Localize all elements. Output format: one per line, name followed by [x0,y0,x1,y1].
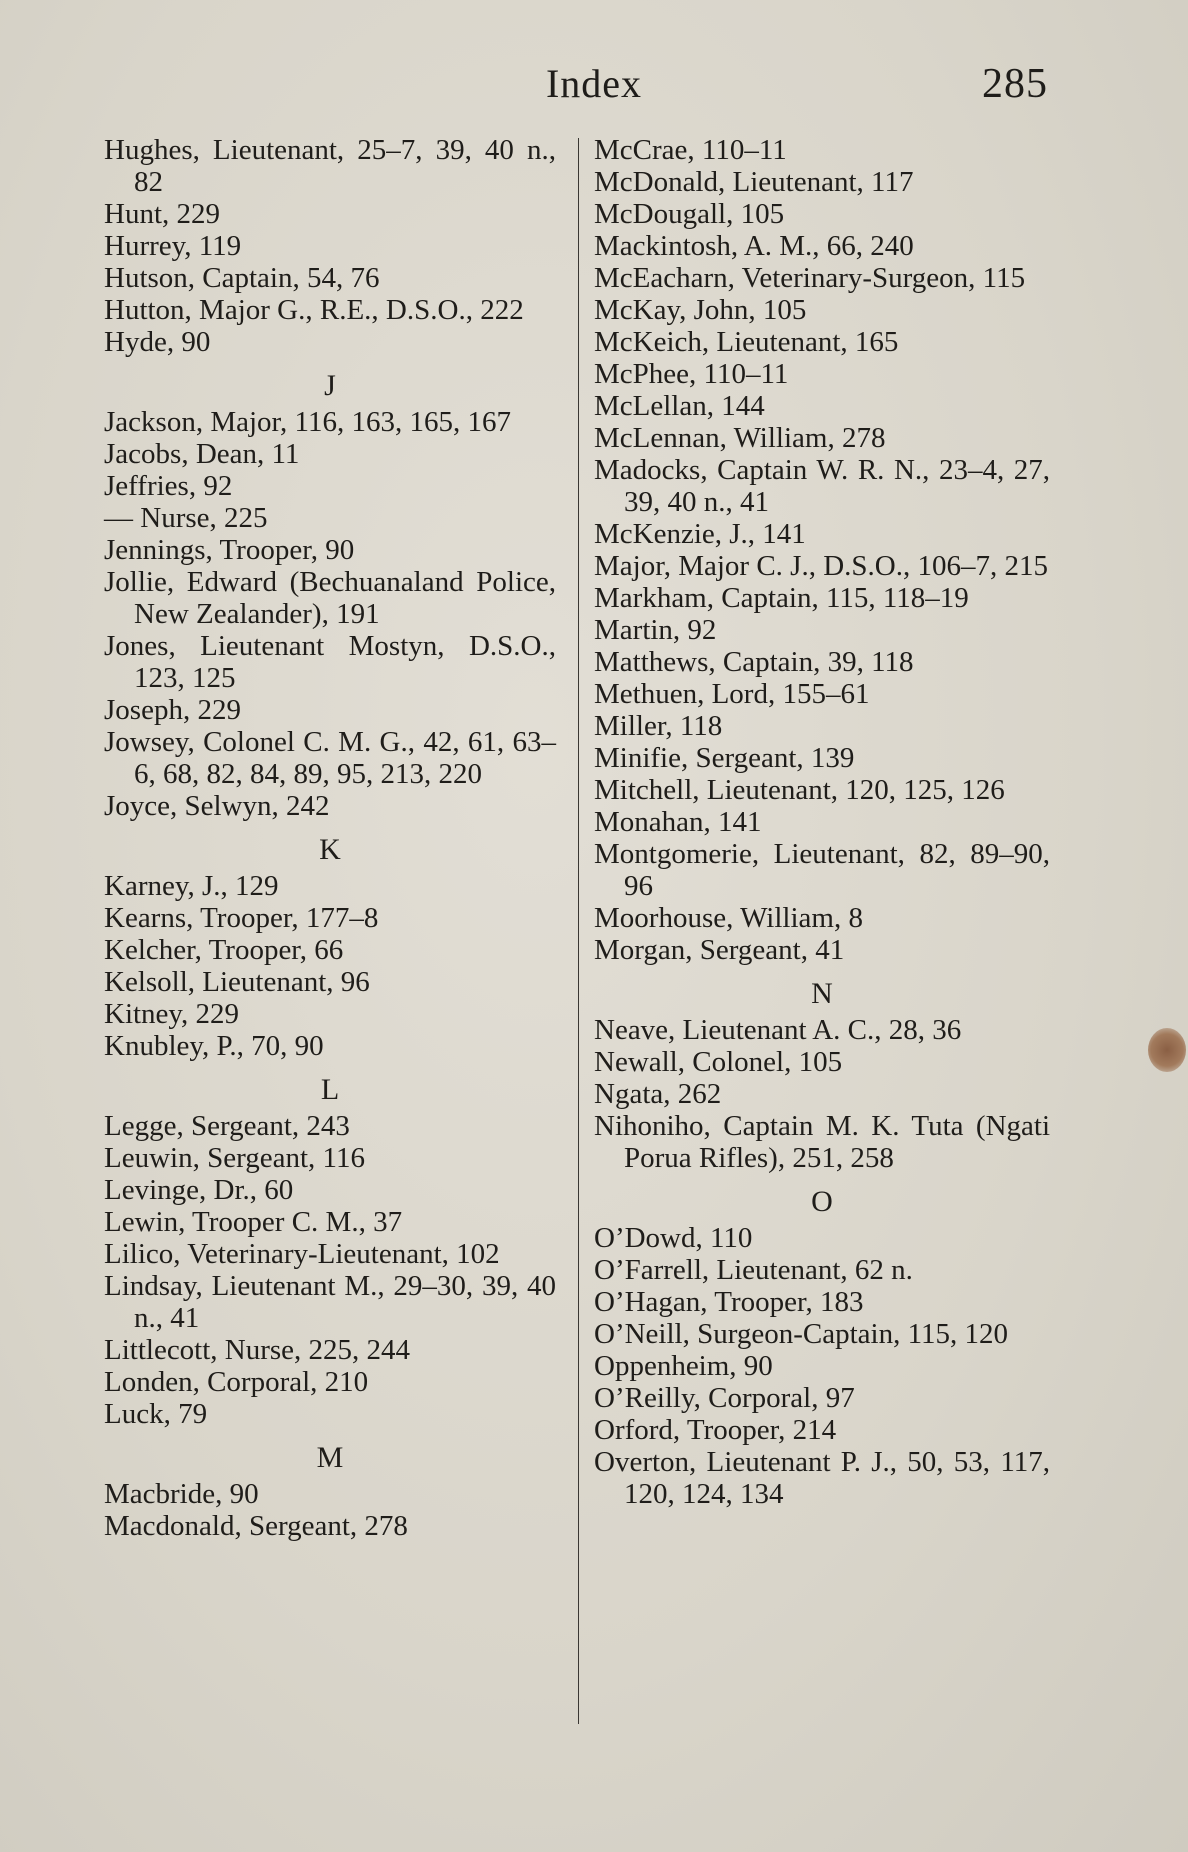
index-entry: Knubley, P., 70, 90 [104,1030,324,1062]
index-entry: Monahan, 141 [594,806,762,838]
index-entry: Levinge, Dr., 60 [104,1174,294,1206]
index-entry: Mackintosh, A. M., 66, 240 [594,230,914,262]
index-entry: Luck, 79 [104,1398,208,1430]
index-entry: Macbride, 90 [104,1478,259,1510]
index-entry: Karney, J., 129 [104,870,279,902]
index-group-n [594,1014,1050,1174]
column-divider [578,138,579,1724]
index-entry: Jennings, Trooper, 90 [104,534,355,566]
index-entry: Moorhouse, William, 8 [594,902,863,934]
index-entry: McCrae, 110–11 [594,134,787,166]
index-entry: Lindsay, Lieutenant M., 29–30, 39, 40 n., 41 [104,1270,556,1334]
index-entry: Hutson, Captain, 54, 76 [104,262,380,294]
index-entry: Leuwin, Sergeant, 116 [104,1142,365,1174]
index-entry: Hughes, Lieutenant, 25–7, 39, 40 n., 82 [104,134,556,198]
index-entry: Jowsey, Colonel C. M. G., 42, 61, 63–6, 68, 82, 84, 89, 95, 213, 220 [104,726,556,790]
index-entry: Martin, 92 [594,614,717,646]
index-group-o [594,1222,1050,1510]
index-entry: Matthews, Captain, 39, 118 [594,646,914,678]
index-entry: McKenzie, J., 141 [594,518,806,550]
index-entry: Hyde, 90 [104,326,211,358]
section-letter-m: M [316,1441,344,1474]
index-group-k [104,870,556,1062]
index-group-m-right [594,134,1050,966]
index-entry: Miller, 118 [594,710,723,742]
index-entry: Jones, Lieutenant Mostyn, D.S.O., 123, 125 [104,630,556,694]
index-entry: Londen, Corporal, 210 [104,1366,369,1398]
section-letter-l: L [320,1073,340,1106]
index-entry: Kelsoll, Lieutenant, 96 [104,966,370,998]
index-entry: Nihoniho, Captain M. K. Tuta (Ngati Porua Rifles), 251, 258 [594,1110,1050,1174]
index-entry: McLennan, William, 278 [594,422,886,454]
section-letter-n: N [811,977,833,1010]
index-group-h [104,134,556,358]
index-group-l [104,1110,556,1430]
index-column-right [594,134,1050,1510]
page-number: 285 [982,61,1048,107]
index-entry: McKeich, Lieutenant, 165 [594,326,899,358]
index-entry: Orford, Trooper, 214 [594,1414,837,1446]
index-entry: O’Neill, Surgeon-Captain, 115, 120 [594,1318,1009,1350]
index-entry: Minifie, Sergeant, 139 [594,742,855,774]
index-entry: McPhee, 110–11 [594,358,789,390]
index-entry: Lilico, Veterinary-Lieutenant, 102 [104,1238,500,1270]
section-letter-o: O [811,1185,833,1218]
index-entry: Madocks, Captain W. R. N., 23–4, 27, 39, 40 n., 41 [594,454,1050,518]
index-entry: Hunt, 229 [104,198,220,230]
index-entry: Mitchell, Lieutenant, 120, 125, 126 [594,774,1005,806]
index-entry: Kelcher, Trooper, 66 [104,934,344,966]
index-entry: Overton, Lieutenant P. J., 50, 53, 117, 120, 124, 134 [594,1446,1050,1510]
index-entry: Jackson, Major, 116, 163, 165, 167 [104,406,511,438]
index-entry: Joseph, 229 [104,694,241,726]
section-letter-k: K [319,833,341,866]
index-group-j [104,406,556,822]
section-letter-j: J [324,369,336,402]
index-entry: O’Dowd, 110 [594,1222,753,1254]
index-entry: Methuen, Lord, 155–61 [594,678,870,710]
running-header-title: Index [545,61,643,106]
index-entry: Littlecott, Nurse, 225, 244 [104,1334,411,1366]
index-entry: O’Hagan, Trooper, 183 [594,1286,864,1318]
index-entry: Markham, Captain, 115, 118–19 [594,582,969,614]
index-entry: McKay, John, 105 [594,294,807,326]
index-entry: McDonald, Lieutenant, 117 [594,166,914,198]
index-entry: Legge, Sergeant, 243 [104,1110,350,1142]
index-entry: Newall, Colonel, 105 [594,1046,843,1078]
index-entry: Neave, Lieutenant A. C., 28, 36 [594,1014,962,1046]
index-entry: Kitney, 229 [104,998,240,1030]
index-entry: McEacharn, Veterinary-Surgeon, 115 [594,262,1026,294]
paper-stain [1148,1028,1186,1072]
index-entry: Macdonald, Sergeant, 278 [104,1510,408,1542]
index-entry: Jollie, Edward (Bechuanaland Police, New Zealander), 191 [104,566,556,630]
index-entry: Morgan, Sergeant, 41 [594,934,845,966]
index-entry: — Nurse, 225 [104,502,268,534]
index-entry: O’Reilly, Corporal, 97 [594,1382,855,1414]
index-entry: McDougall, 105 [594,198,785,230]
index-entry: Major, Major C. J., D.S.O., 106–7, 215 [594,550,1048,582]
index-entry: McLellan, 144 [594,390,765,422]
index-entry: Kearns, Trooper, 177–8 [104,902,379,934]
index-entry: Lewin, Trooper C. M., 37 [104,1206,403,1238]
index-entry: Jacobs, Dean, 11 [104,438,300,470]
index-entry: Oppenheim, 90 [594,1350,773,1382]
index-entry: Jeffries, 92 [104,470,233,502]
index-column-left [104,134,556,1542]
index-entry: Montgomerie, Lieutenant, 82, 89–90, 96 [594,838,1050,902]
index-entry: Hutton, Major G., R.E., D.S.O., 222 [104,294,524,326]
index-entry: O’Farrell, Lieutenant, 62 n. [594,1254,913,1286]
index-entry: Joyce, Selwyn, 242 [104,790,330,822]
index-group-m-left [104,1478,556,1542]
index-entry: Ngata, 262 [594,1078,722,1110]
index-entry: Hurrey, 119 [104,230,242,262]
